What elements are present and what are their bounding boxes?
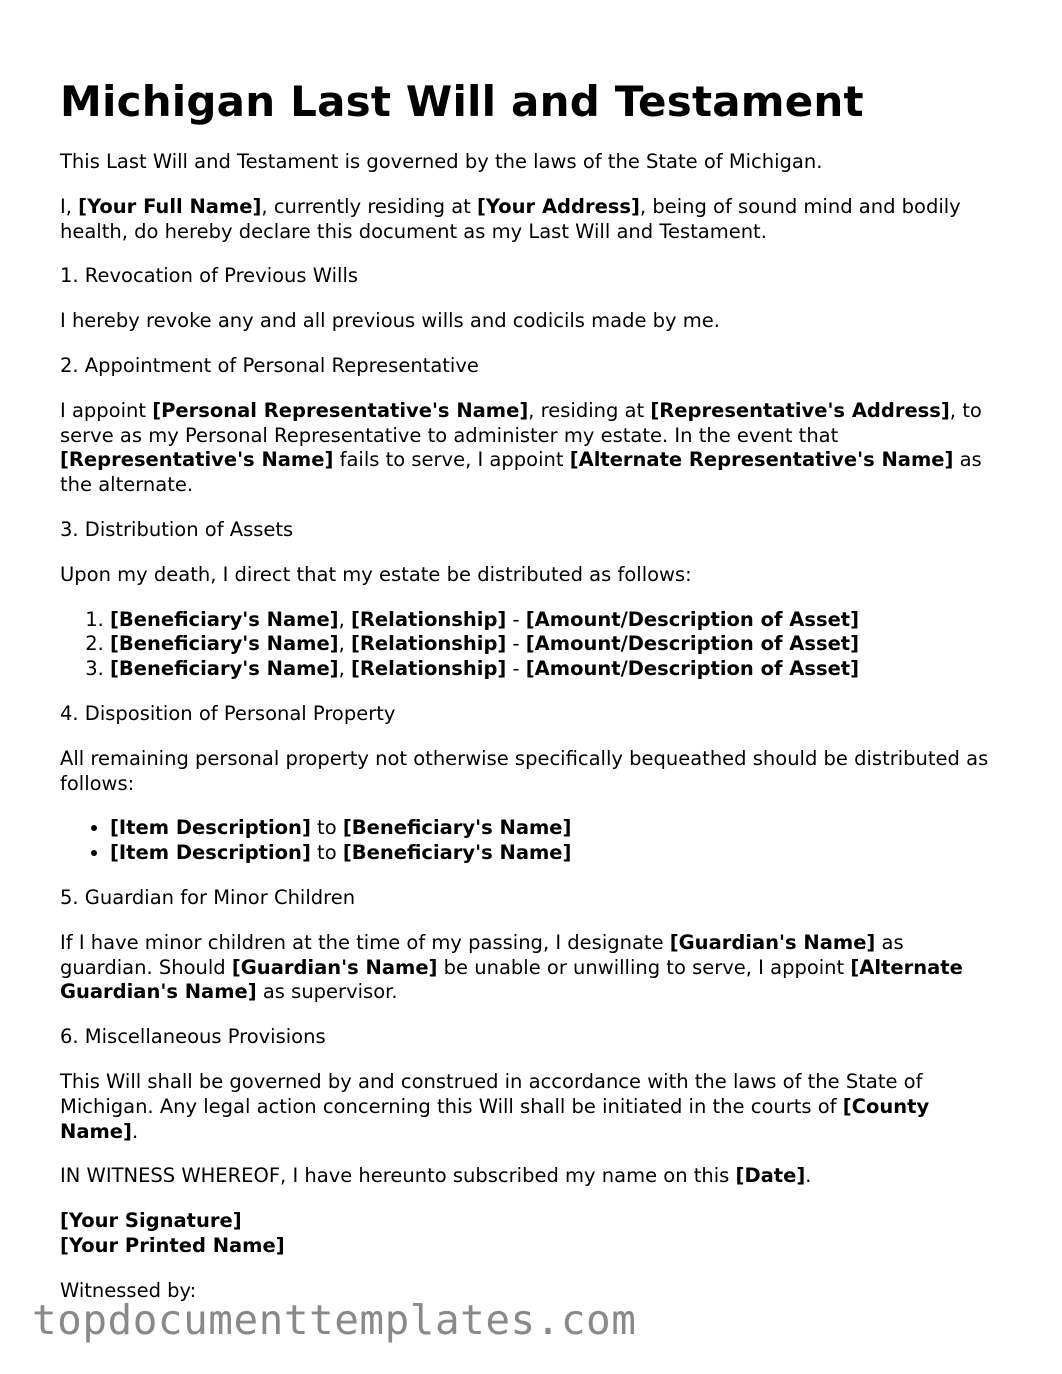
placeholder-guardian-2: [Guardian's Name] [231, 955, 438, 979]
section-heading-revocation: 1. Revocation of Previous Wills [60, 264, 359, 288]
section-heading-distribution: 3. Distribution of Assets [60, 517, 294, 541]
placeholder-printed-name: [Your Printed Name] [60, 1233, 285, 1257]
placeholder-rep-name: [Personal Representative's Name] [152, 398, 529, 422]
document-page [60, 0, 1000, 1304]
section-heading-guardian: 5. Guardian for Minor Children [60, 885, 356, 909]
intro-paragraph: This Last Will and Testament is governed by the laws of the State of Michigan. [60, 150, 823, 173]
list-item: 3. [Beneficiary's Name], [Relationship] - [Amount/Description of Asset] [110, 657, 1000, 682]
list-item: • [Item Description] to [Beneficiary's Name] [110, 816, 1000, 841]
placeholder-rep-name-short: [Representative's Name] [60, 448, 334, 472]
placeholder-signature: [Your Signature] [60, 1209, 242, 1233]
signature-block [60, 1209, 1000, 1259]
placeholder-address: [Your Address] [477, 194, 640, 218]
section-heading-miscellaneous: 6. Miscellaneous Provisions [60, 1025, 326, 1049]
placeholder-guardian: [Guardian's Name] [669, 930, 876, 954]
personal-property-list [60, 816, 1000, 866]
placeholder-rep-address: [Representative's Address] [650, 398, 950, 422]
representative-paragraph: I appoint [Personal Representative's Name], residing at [Representative's Address], to serve as my Personal Representative to administer my estate. In the event that [Representative's Name] fails to serve, I appoint [Alternate Representative's Name] as the alternate. [60, 398, 982, 497]
watermark-text: topdocumenttemplates.com [32, 1296, 637, 1344]
placeholder-full-name: [Your Full Name] [78, 194, 262, 218]
revocation-paragraph: I hereby revoke any and all previous wills and codicils made by me. [60, 309, 720, 333]
list-item: 2. [Beneficiary's Name], [Relationship] - [Amount/Description of Asset] [110, 632, 1000, 657]
declaration-paragraph: I, [Your Full Name], currently residing at [Your Address], being of sound mind and bodily health, do hereby declare this document as my Last Will and Testament. [60, 194, 961, 243]
list-item: • [Item Description] to [Beneficiary's Name] [110, 841, 1000, 866]
placeholder-county: [County Name] [60, 1094, 930, 1143]
miscellaneous-paragraph: This Will shall be governed by and construed in accordance with the laws of the State of Michigan. Any legal action concerning this Will shall be initiated in the courts of [County Name]. [60, 1069, 930, 1143]
distribution-paragraph: Upon my death, I direct that my estate be distributed as follows: [60, 562, 692, 586]
personal-property-paragraph: All remaining personal property not otherwise specifically bequeathed should be distributed as follows: [60, 746, 989, 795]
guardian-paragraph: If I have minor children at the time of my passing, I designate [Guardian's Name] as guardian. Should [Guardian's Name] be unable or unwilling to serve, I appoint [Alternate Guardian's Name] as supervisor. [60, 930, 963, 1004]
section-heading-representative: 2. Appointment of Personal Representative [60, 353, 479, 377]
distribution-list [60, 608, 1000, 682]
witness-paragraph: IN WITNESS WHEREOF, I have hereunto subscribed my name on this [Date]. [60, 1164, 812, 1188]
document-title: Michigan Last Will and Testament [60, 77, 864, 126]
placeholder-alt-rep-name: [Alternate Representative's Name] [569, 448, 954, 472]
witnessed-by-label: Witnessed by: [60, 1278, 197, 1302]
placeholder-date: [Date] [735, 1164, 806, 1188]
list-item: 1. [Beneficiary's Name], [Relationship] - [Amount/Description of Asset] [110, 608, 1000, 633]
placeholder-alt-guardian: [Alternate Guardian's Name] [60, 955, 963, 1004]
section-heading-personal-property: 4. Disposition of Personal Property [60, 701, 396, 725]
